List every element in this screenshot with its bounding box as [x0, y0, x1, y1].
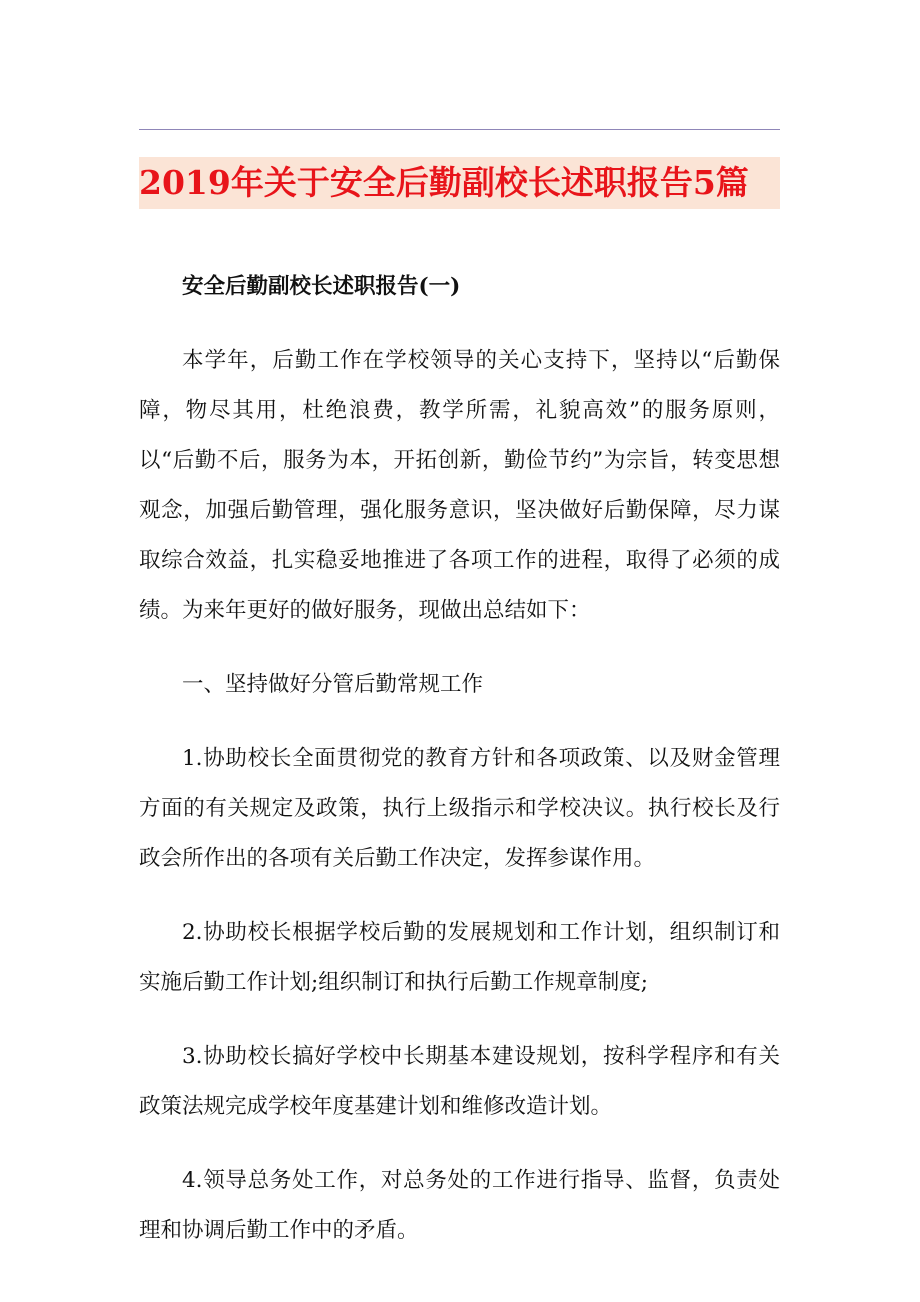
header-divider [139, 129, 780, 130]
list-item: 3.协助校长搞好学校中长期基本建设规划，按科学程序和有关政策法规完成学校年度基建计划和维修改造计划。 [139, 1044, 780, 1119]
list-item: 1.协助校长全面贯彻党的教育方针和各项政策、以及财金管理方面的有关规定及政策，执行上级指示和学校决议。执行校长及行政会所作出的各项有关后勤工作决定，发挥参谋作用。 [139, 746, 780, 871]
document-body [139, 262, 780, 1280]
list-item: 2.协助校长根据学校后勤的发展规划和工作计划，组织制订和实施后勤工作计划;组织制订和执行后勤工作规章制度; [139, 920, 780, 995]
intro-paragraph: 本学年，后勤工作在学校领导的关心支持下，坚持以“后勤保障，物尽其用，杜绝浪费，教学所需，礼貌高效”的服务原则，以“后勤不后，服务为本，开拓创新，勤俭节约”为宗旨，转变思想观念，加强后勤管理，强化服务意识，坚决做好后勤保障，尽力谋取综合效益，扎实稳妥地推进了各项工作的进程，取得了必须的成绩。为来年更好的做好服务，现做出总结如下： [139, 348, 780, 623]
document-title: 2019年关于安全后勤副校长述职报告5篇 [139, 157, 780, 209]
section-heading: 安全后勤副校长述职报告(一) [182, 274, 461, 299]
list-item: 4.领导总务处工作，对总务处的工作进行指导、监督，负责处理和协调后勤工作中的矛盾。 [139, 1168, 780, 1243]
subsection-heading: 一、坚持做好分管后勤常规工作 [182, 672, 484, 697]
